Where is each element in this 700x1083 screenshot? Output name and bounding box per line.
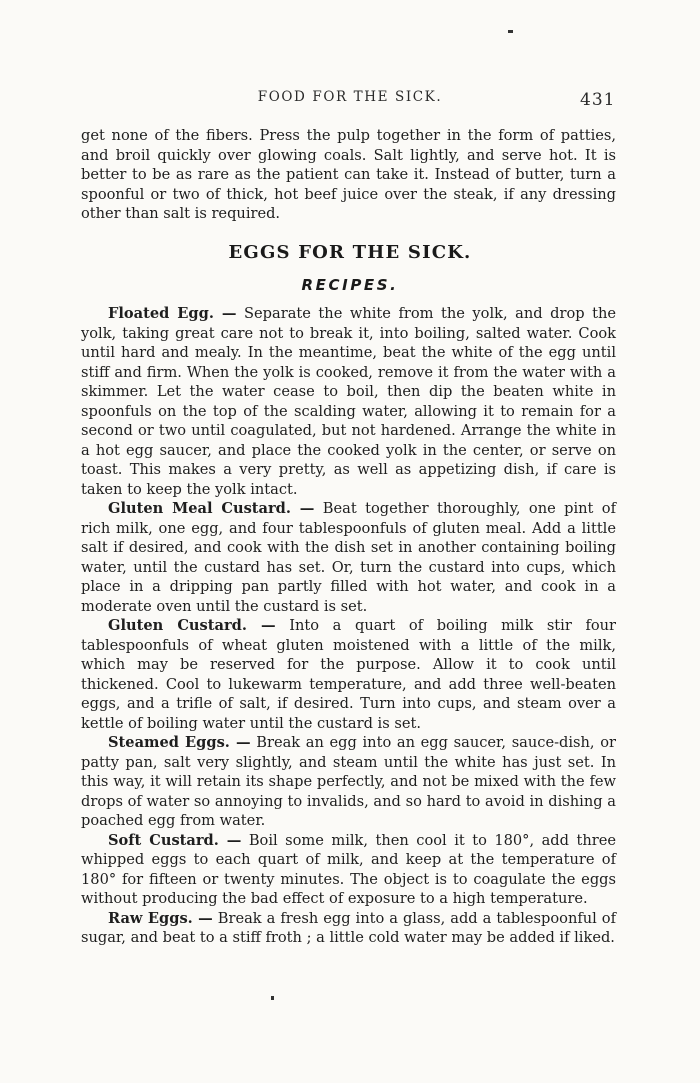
recipe-title: Gluten Custard. —: [108, 617, 276, 634]
section-subtitle: RECIPES.: [301, 276, 399, 294]
recipe-floated-egg: [81, 304, 616, 499]
recipe-text: Break a fresh egg into a glass, add a tablespoonful of sugar, and beat to a stiff froth ; a little cold water may be added if liked.: [81, 909, 616, 946]
intro-paragraph: get none of the fibers. Press the pulp together in the form of patties, and broil quickly over glowing coals. Salt lightly, and serve hot. It is better to be as rare as the patient can take it. Instead of butter, turn a spoonful or two of thick, hot beef juice over the steak, if any dressing other than salt is required.: [81, 127, 616, 222]
recipe-gluten-custard: [81, 616, 616, 733]
recipe-raw-eggs: [81, 909, 616, 948]
recipe-text: Boil some milk, then cool it to 180°, add three whipped eggs to each quart of milk, and keep at the temperature of 180° for fifteen or twenty minutes. The object is to coagulate the eggs without producing the bad effect of exposure to a high temperature.: [81, 831, 616, 907]
recipe-text: Break an egg into an egg saucer, sauce-dish, or patty pan, salt very slightly, and steam until the white has just set. In this way, it will retain its shape perfectly, and not be mixed with the few drops of water so annoying to invalids, and so hard to avoid in dishing a poached egg from water.: [81, 734, 616, 829]
recipe-list: [81, 304, 616, 948]
recipe-title: Steamed Eggs. —: [108, 734, 251, 751]
recipe-title: Raw Eggs. —: [108, 909, 213, 927]
recipe-text: Into a quart of boiling milk stir four tablespoonfuls of wheat gluten moistened with a little of the milk, which may be reserved for the purpose. Allow it to cook until thickened. Cool to lukewarm temperature, and add three well-beaten eggs, and a trifle of salt, if desired. Turn into cups, and steam over a kettle of boiling water until the custard is set.: [81, 617, 617, 732]
recipe-steamed-eggs: [81, 733, 616, 831]
running-head: FOOD FOR THE SICK.: [257, 89, 443, 105]
ink-mark-bottom: [271, 996, 274, 1000]
ink-mark-top: [508, 30, 513, 33]
recipe-title: Soft Custard. —: [108, 831, 242, 849]
recipe-title: Gluten Meal Custard. —: [108, 500, 315, 517]
recipe-text: Beat together thoroughly, one pint of rich milk, one egg, and four tablespoonfuls of gluten meal. Add a little salt if desired, and cook with the dish set in another containing boiling water, until the custard has set. Or, turn the custard into cups, which place in a dripping pan partly filled with hot water, and cook in a moderate oven until the custard is set.: [81, 500, 616, 615]
section-title: EGGS FOR THE SICK.: [228, 242, 472, 263]
page-number: 431: [580, 90, 616, 110]
recipe-text: Separate the white from the yolk, and drop the yolk, taking great care not to break it, into boiling, salted water. Cook until hard and mealy. In the meantime, beat the white of the egg until stiff and firm. When the yolk is cooked, remove it from the water with a skimmer. Let the water cease to boil, then dip the beaten white in spoonfuls on the top of the scalding water, allowing it to remain for a second or two until coagulated, but not hardened. Arrange the white in a hot egg saucer, and place the cooked yolk in the center, or serve on toast. This makes a very pretty, as well as appetizing dish, if care is taken to keep the yolk intact.: [81, 305, 617, 498]
recipe-gluten-meal-custard: [81, 499, 616, 616]
recipe-title: Floated Egg. —: [108, 305, 237, 322]
recipe-soft-custard: [81, 831, 616, 909]
